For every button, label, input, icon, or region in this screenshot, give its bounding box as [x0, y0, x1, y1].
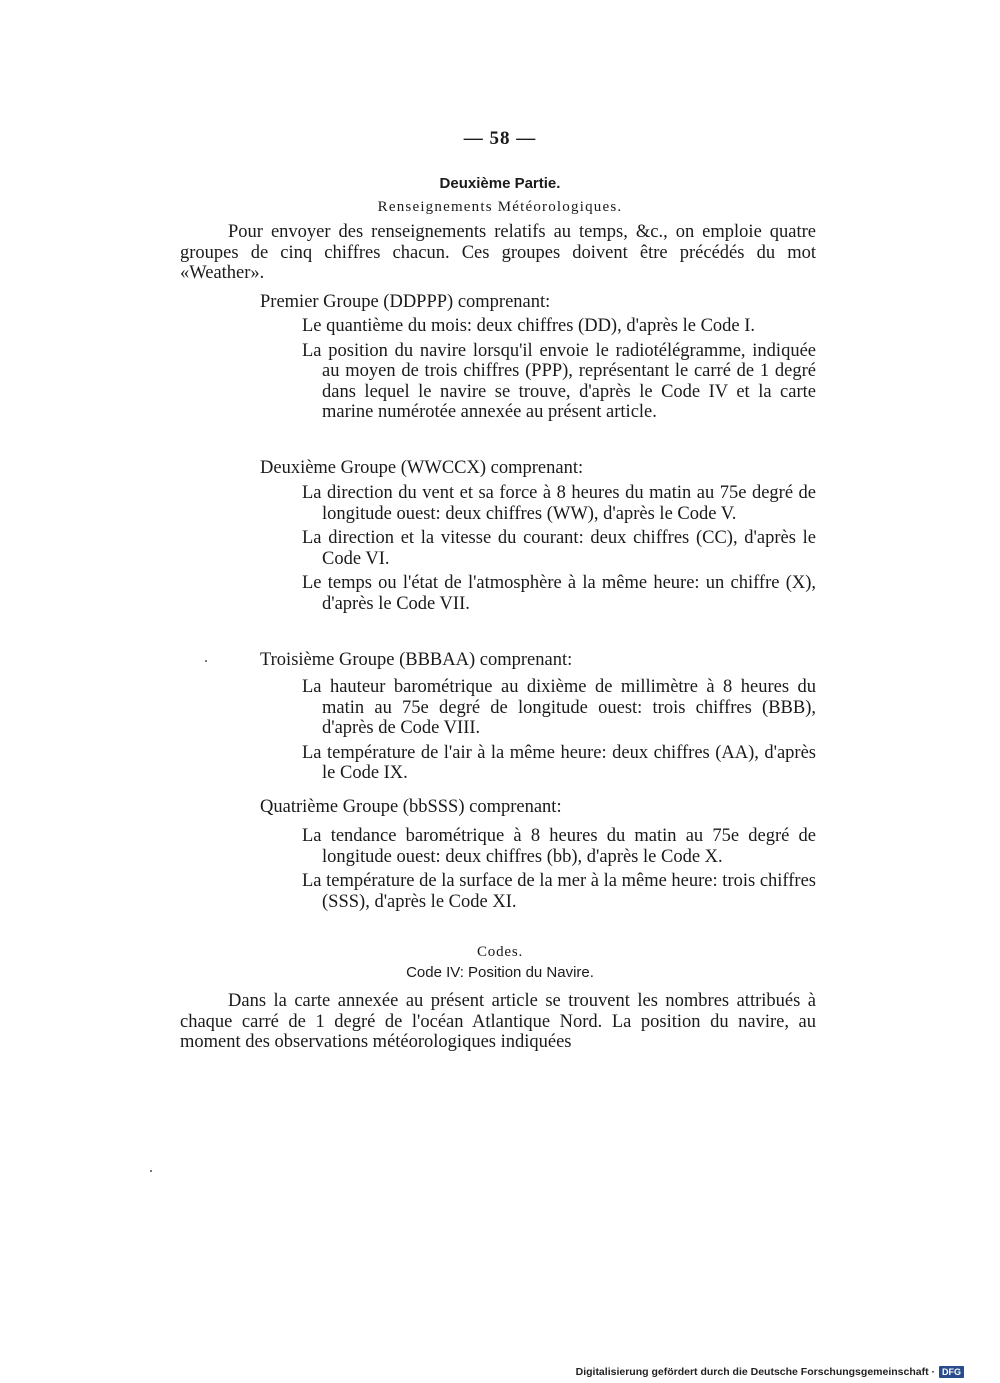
list-item: La tendance barométrique à 8 heures du matin au 75e degré de longitude ouest: deux chiffres (bb), d'après le Code X.: [302, 826, 816, 867]
list-item: La direction et la vitesse du courant: deux chiffres (CC), d'après le Code VI.: [302, 528, 816, 569]
code-iv-heading: Code IV: Position du Navire.: [406, 964, 594, 981]
section-heading: Renseignements Météorologiques.: [377, 199, 623, 215]
page-number: — 58 —: [463, 128, 537, 149]
list-item: Le temps ou l'état de l'atmosphère à la même heure: un chiffre (X), d'après le Code VII.: [302, 573, 816, 614]
group-items-3: [302, 677, 816, 788]
dfg-logo-icon: DFG: [939, 1366, 964, 1378]
group-title-1: Premier Groupe (DDPPP) comprenant:: [260, 292, 551, 312]
code-iv-paragraph: Dans la carte annexée au présent article se trouvent les nombres attribués à chaque carré de 1 degré de l'océan Atlantique Nord. La position du navire, au moment des observations météorologiques indiquées: [180, 991, 816, 1052]
scan-speck: [150, 1170, 152, 1172]
group-items-1: [302, 316, 816, 427]
part-heading: Deuxième Partie.: [439, 175, 561, 192]
group-items-2: [302, 483, 816, 618]
list-item: La direction du vent et sa force à 8 heures du matin au 75e degré de longitude ouest: deux chiffres (WW), d'après le Code V.: [302, 483, 816, 524]
group-title-3: Troisième Groupe (BBBAA) comprenant:: [260, 650, 573, 670]
list-item: La température de la surface de la mer à la même heure: trois chiffres (SSS), d'après le Code XI.: [302, 871, 816, 912]
group-title-2: Deuxième Groupe (WWCCX) comprenant:: [260, 458, 584, 478]
list-item: La position du navire lorsqu'il envoie le radiotélégramme, indiquée au moyen de trois chiffres (PPP), représentant le carré de 1 degré dans lequel le navire se trouve, d'après le Code IV et la carte marine numérotée annexée au présent article.: [302, 340, 816, 422]
footer-credit: [576, 1366, 964, 1378]
codes-heading: Codes.: [476, 944, 524, 960]
group-title-4: Quatrième Groupe (bbSSS) comprenant:: [260, 797, 562, 817]
list-item: La température de l'air à la même heure: deux chiffres (AA), d'après le Code IX.: [302, 742, 816, 783]
list-item: La hauteur barométrique au dixième de millimètre à 8 heures du matin au 75e degré de longitude ouest: trois chiffres (BBB), d'après de Code VIII.: [302, 677, 816, 738]
list-item: Le quantième du mois: deux chiffres (DD), d'après le Code I.: [302, 316, 756, 336]
intro-paragraph: Pour envoyer des renseignements relatifs au temps, &c., on emploie quatre groupes de cinq chiffres chacun. Ces groupes doivent être précédés du mot «Weather».: [180, 222, 816, 283]
group-items-4: [302, 826, 816, 916]
scan-speck: [205, 660, 207, 662]
footer-text: Digitalisierung gefördert durch die Deutsche Forschungsgemeinschaft ·: [575, 1366, 935, 1378]
